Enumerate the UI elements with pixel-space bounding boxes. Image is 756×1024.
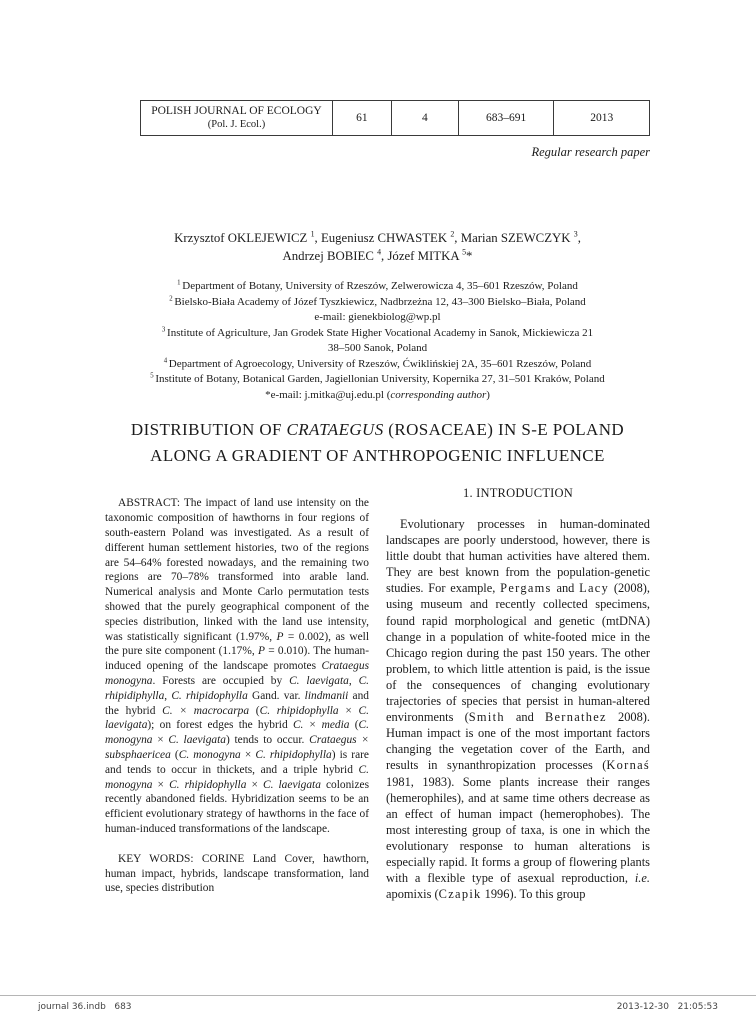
affiliation-line-3: $^3$ Institute of Agriculture, Jan Grodek State Higher Vocational Academy in Sanok, Mickiewicza 21 (161, 325, 594, 339)
page-content (105, 0, 650, 915)
affiliation-line-1: $^1$ Department of Botany, University of Rzeszów, Zelwerowicza 4, 35–601 Rzeszów, Poland (177, 279, 578, 292)
journal-abbrev: (Pol. J. Ecol.) (207, 119, 266, 130)
footer-timestamp: 2013-12-30 21:05:53 (616, 1002, 718, 1012)
authors-line-2: Andrzej BOBIEC $^4$, Józef MITKA $^5$* (282, 247, 473, 263)
corresponding-author-email: *e-mail: j.mitka@uj.edu.pl (corresponding author) (265, 388, 490, 401)
year-cell: 2013 (554, 101, 650, 136)
affiliation-line-5: $^5$ Institute of Botany, Botanical Garden, Jagiellonian University, Kopernika 27, 31–501 Kraków, Poland (150, 372, 605, 385)
left-column (105, 485, 369, 915)
affiliation-line-2: $^2$ Bielsko-Biała Academy of Józef Tyszkiewicz, Nadbrzeżna 12, 43–300 Bielsko–Biała, Poland (169, 294, 586, 308)
journal-header-table (140, 100, 650, 136)
footer (38, 1002, 718, 1012)
affiliation-line-3b: 38–500 Sanok, Poland (327, 342, 428, 354)
footer-divider (0, 995, 756, 996)
paper-type-label: Regular research paper (531, 145, 650, 159)
paper-title: DISTRIBUTION OF CRATAEGUS (ROSACEAE) IN S-E POLAND ALONG A GRADIENT OF ANTHROPOGENIC INFLUENCE (130, 420, 625, 465)
affiliation-line-4: $^4$ Department of Agroecology, University of Rzeszów, Ćwiklińskiej 2A, 35–601 Rzeszów, Poland (163, 356, 592, 370)
affiliations-block (105, 279, 650, 403)
journal-name: POLISH JOURNAL OF ECOLOGY (151, 105, 322, 117)
two-column-body (105, 485, 650, 915)
authors-line-1: Krzysztof OKLEJEWICZ $^1$, Eugeniusz CHWASTEK $^2$, Marian SZEWCZYK $^3$, (174, 229, 581, 245)
journal-name-cell (141, 101, 333, 136)
keywords-paragraph: KEY WORDS: CORINE Land Cover, hawthorn, human impact, hybrids, landscape transformation, land use, species distribution (105, 852, 369, 895)
footer-print-marker: journal 36.indb 683 (38, 1002, 132, 1012)
right-column (386, 485, 650, 915)
authors-block (105, 230, 650, 265)
pages-cell: 683–691 (458, 101, 554, 136)
abstract-paragraph: ABSTRACT: The impact of land use intensity on the taxonomic composition of hawthorns in four regions of south-eastern Poland was investigated. As a result of different human settlement histories, two of the regions are 54–64% forested nowadays, and the remaining two regions are 70–78% transformed into arable land. Numerical analysis and Monte Carlo permutation tests showed that the purely geographical component of the species distribution, linked with the land use intensity, was statistically significant (1.97%, P = 0.002), as well the pure site component (1.17%, P = 0.010). The human-induced opening of the landscape promotes Crataegus monogyna. Forests are occupied by C. laevigata, C. rhipidiphylla, C. rhipidophylla Gand. var. lindmanii and the hybrid C. × macrocarpa (C. rhipidophylla × C. laevigata); on forest edges the hybrid C. × media (C. monogyna × C. laevigata) tends to occur. Crataegus × subsphaericea (C. monogyna × C. rhipidophylla) is rare and tends to occur in thickets, and a triple hybrid C. monogyna × C. rhipidophylla × C. laevigata colonizes recently abandoned fields. Hybridization seems to be an efficient evolutionary strategy of hawthorns in the face of human-induced transformations of the landscape. (105, 497, 370, 835)
issue-cell: 4 (391, 101, 458, 136)
introduction-heading: 1. INTRODUCTION (463, 486, 573, 500)
introduction-paragraph: Evolutionary processes in human-dominated landscapes are poorly understood, however, there is little doubt that human activities have altered them. They are best known from the population-genetic studies. For example, Pergams and Lacy (2008), using museum and recently collected specimens, found rapid morphological and genetic (mtDNA) change in a population of white-footed mice in the Chicago region during the past 150 years. The other problem, to which little attention is paid, is the issue of the consequences of changing evolutionary trajectories of species that persist in human-altered environments (Smith and Bernathez 2008). Human impact is one of the most important factors changing the vegetation cover of the Earth, and results in synanthropization processes (Kornaś 1981, 1983). Some plants increase their ranges (hemerophiles), and at same time others decrease as an effect of human impact (hemerophobes). The most interesting group of taxa, is one in which the evolutionary response to human alterations is especially rapid. It forms a group of flowering plants with a flexible type of asexual reproduction, i.e. apomixis (Czapik 1996). To this group (386, 517, 650, 902)
affiliation-email-1: e-mail: gienekbiolog@wp.pl (314, 311, 441, 323)
volume-cell: 61 (332, 101, 391, 136)
